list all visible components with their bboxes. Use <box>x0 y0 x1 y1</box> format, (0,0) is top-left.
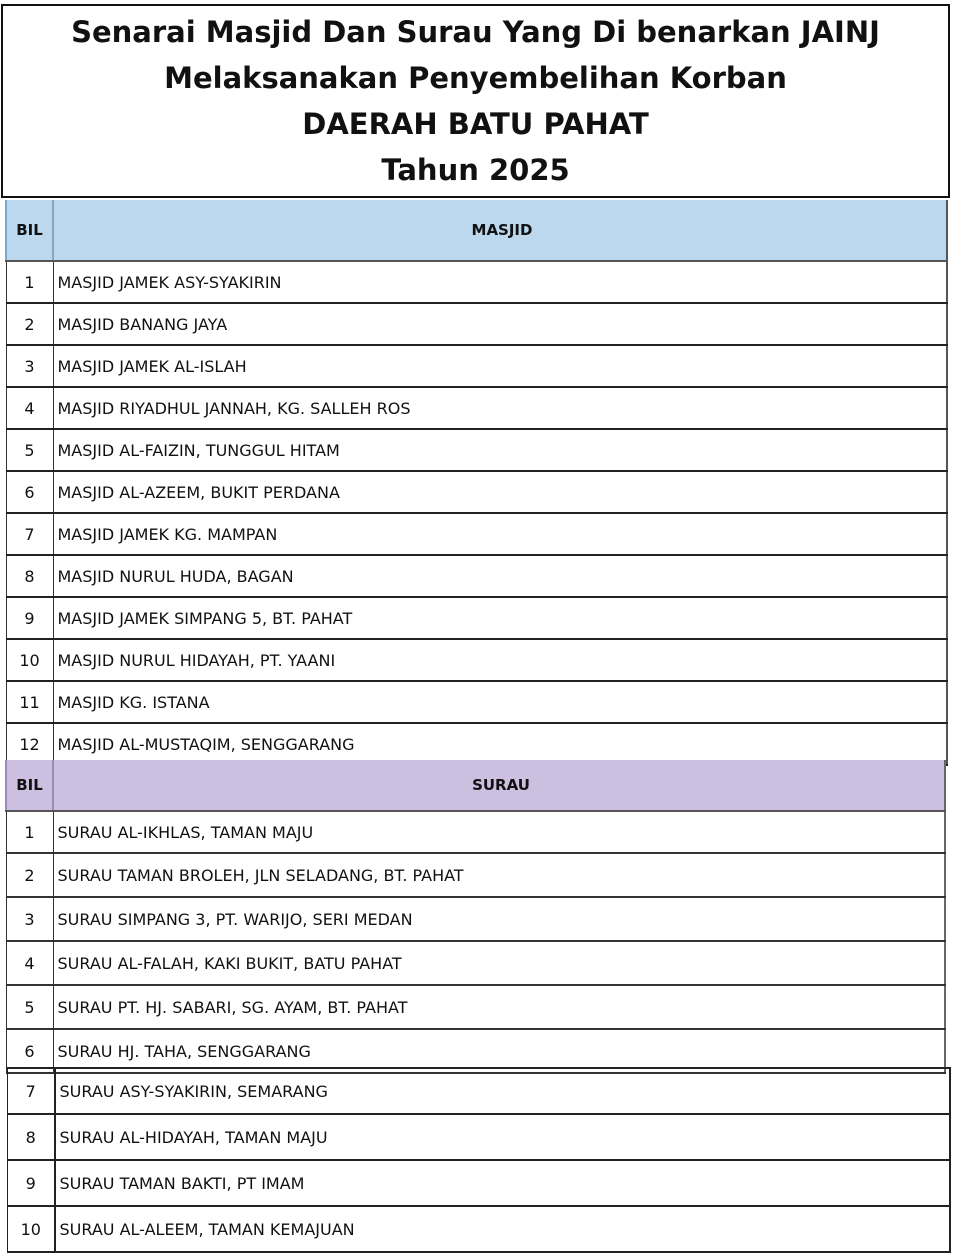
table-row <box>8 1114 951 1160</box>
row-name: MASJID JAMEK AL-ISLAH <box>53 345 947 387</box>
row-name: SURAU AL-IKHLAS, TAMAN MAJU <box>53 811 945 853</box>
table-row <box>8 1206 951 1252</box>
table-row <box>8 1068 951 1114</box>
row-number: 1 <box>6 811 53 853</box>
row-name: MASJID AL-AZEEM, BUKIT PERDANA <box>53 471 947 513</box>
row-number: 6 <box>6 1029 53 1073</box>
surau-table-body <box>6 811 945 1073</box>
row-number: 7 <box>6 513 53 555</box>
row-name: MASJID JAMEK ASY-SYAKIRIN <box>53 261 947 303</box>
column-header-masjid: MASJID <box>53 200 947 261</box>
table-row <box>6 429 947 471</box>
masjid-table-body <box>6 261 947 765</box>
table-row <box>6 261 947 303</box>
row-number: 11 <box>6 681 53 723</box>
table-row <box>6 639 947 681</box>
row-name: SURAU HJ. TAHA, SENGGARANG <box>53 1029 945 1073</box>
row-number: 8 <box>6 555 53 597</box>
table-row <box>6 985 945 1029</box>
column-header-bil: BIL <box>6 760 53 811</box>
row-name: SURAU PT. HJ. SABARI, SG. AYAM, BT. PAHAT <box>53 985 945 1029</box>
row-name: SURAU AL-FALAH, KAKI BUKIT, BATU PAHAT <box>53 941 945 985</box>
row-number: 9 <box>8 1160 55 1206</box>
surau-table-continued <box>7 1067 951 1253</box>
masjid-table <box>5 200 948 766</box>
table-row <box>6 723 947 765</box>
table-row <box>6 303 947 345</box>
table-row <box>6 555 947 597</box>
title-line-1: Senarai Masjid Dan Surau Yang Di benarkan JAINJ <box>71 15 880 49</box>
row-number: 4 <box>6 941 53 985</box>
table-row <box>6 941 945 985</box>
title-line-4: Tahun 2025 <box>381 153 570 187</box>
row-name: MASJID JAMEK KG. MAMPAN <box>53 513 947 555</box>
row-name: SURAU TAMAN BAKTI, PT IMAM <box>55 1160 951 1206</box>
row-name: MASJID JAMEK SIMPANG 5, BT. PAHAT <box>53 597 947 639</box>
row-name: SURAU AL-HIDAYAH, TAMAN MAJU <box>55 1114 951 1160</box>
table-row <box>6 345 947 387</box>
row-name: MASJID BANANG JAYA <box>53 303 947 345</box>
surau-table-header <box>6 760 945 811</box>
row-number: 12 <box>6 723 53 765</box>
row-number: 5 <box>6 429 53 471</box>
row-number: 10 <box>6 639 53 681</box>
row-number: 1 <box>6 261 53 303</box>
masjid-table-header <box>6 200 947 261</box>
table-row <box>8 1160 951 1206</box>
row-name: SURAU SIMPANG 3, PT. WARIJO, SERI MEDAN <box>53 897 945 941</box>
row-number: 3 <box>6 345 53 387</box>
table-row <box>6 853 945 897</box>
row-number: 7 <box>8 1068 55 1114</box>
row-number: 8 <box>8 1114 55 1160</box>
row-name: SURAU AL-ALEEM, TAMAN KEMAJUAN <box>55 1206 951 1252</box>
document-title-box <box>1 4 950 198</box>
row-name: MASJID NURUL HIDAYAH, PT. YAANI <box>53 639 947 681</box>
table-row <box>6 897 945 941</box>
row-name: SURAU TAMAN BROLEH, JLN SELADANG, BT. PAHAT <box>53 853 945 897</box>
row-name: MASJID AL-MUSTAQIM, SENGGARANG <box>53 723 947 765</box>
row-name: SURAU ASY-SYAKIRIN, SEMARANG <box>55 1068 951 1114</box>
row-number: 2 <box>6 853 53 897</box>
table-row <box>6 513 947 555</box>
table-row <box>6 811 945 853</box>
row-name: MASJID NURUL HUDA, BAGAN <box>53 555 947 597</box>
surau-table-continued-body <box>8 1068 951 1252</box>
row-number: 3 <box>6 897 53 941</box>
row-name: MASJID AL-FAIZIN, TUNGGUL HITAM <box>53 429 947 471</box>
title-line-2: Melaksanakan Penyembelihan Korban <box>164 61 787 95</box>
row-number: 10 <box>8 1206 55 1252</box>
column-header-bil: BIL <box>6 200 53 261</box>
table-row <box>6 681 947 723</box>
row-number: 2 <box>6 303 53 345</box>
title-line-3: DAERAH BATU PAHAT <box>302 107 649 141</box>
surau-table <box>5 760 946 1074</box>
row-number: 9 <box>6 597 53 639</box>
row-name: MASJID RIYADHUL JANNAH, KG. SALLEH ROS <box>53 387 947 429</box>
table-row <box>6 471 947 513</box>
row-number: 4 <box>6 387 53 429</box>
table-row <box>6 387 947 429</box>
column-header-surau: SURAU <box>53 760 945 811</box>
row-number: 5 <box>6 985 53 1029</box>
row-number: 6 <box>6 471 53 513</box>
table-row <box>6 597 947 639</box>
row-name: MASJID KG. ISTANA <box>53 681 947 723</box>
